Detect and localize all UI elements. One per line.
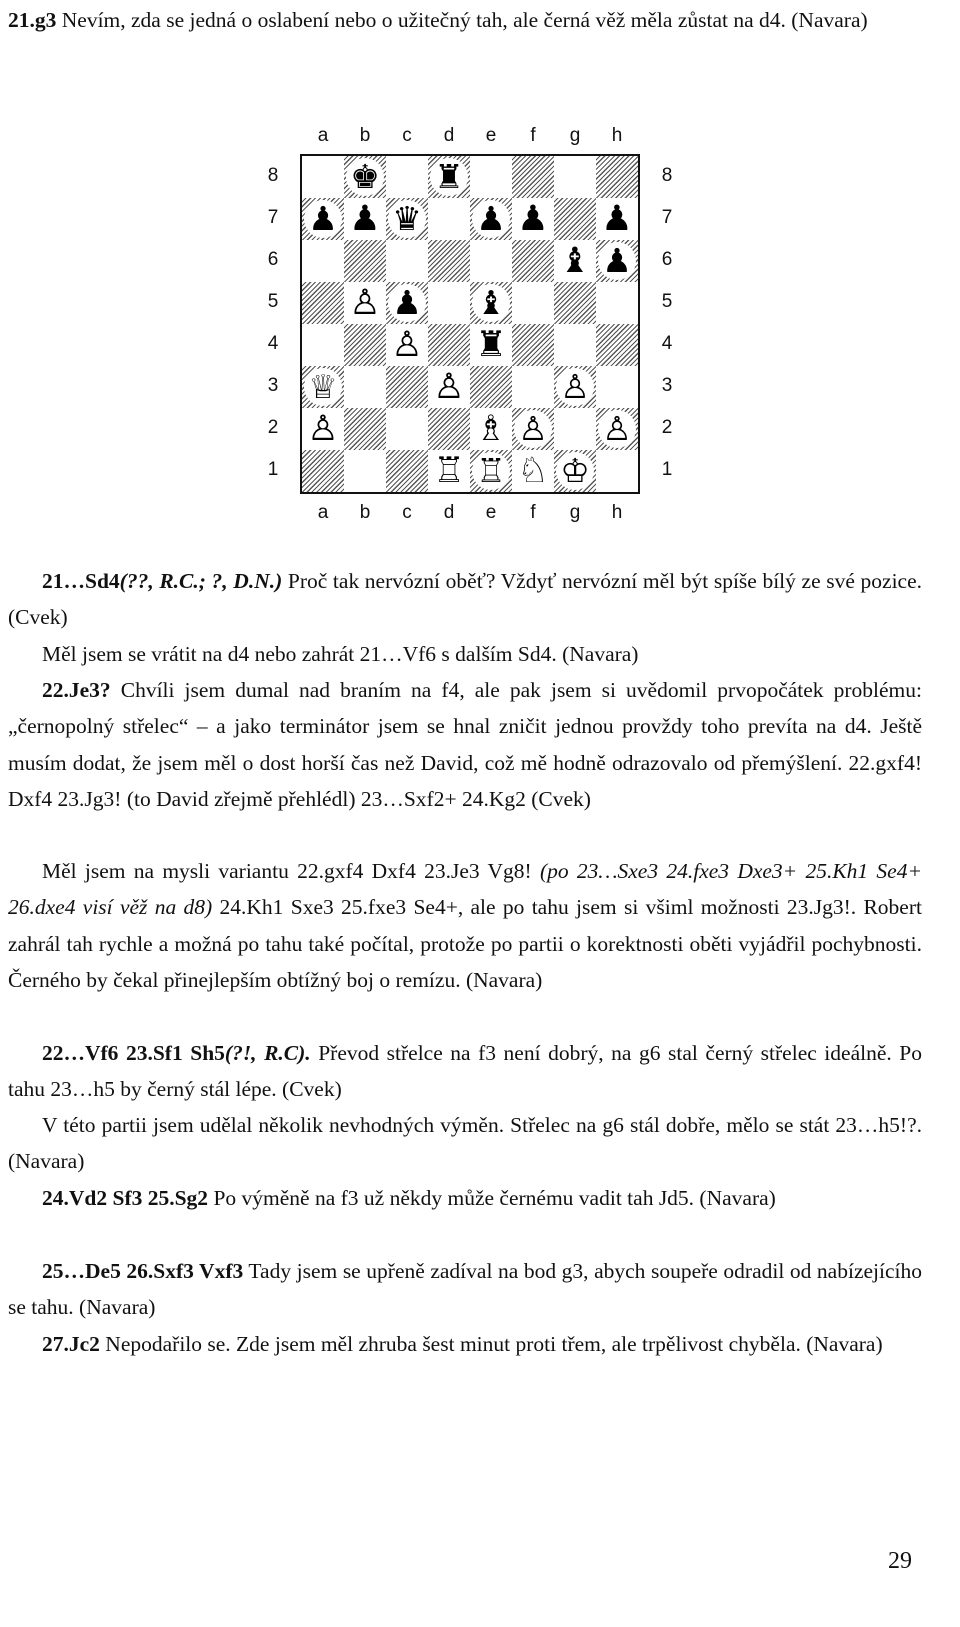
move-text: 21.g3	[8, 8, 57, 32]
comment-text: Měl jsem se vrátit na d4 nebo zahrát 21…Vf6 s dalším Sd4. (Navara)	[42, 642, 639, 666]
paragraph-navara-2	[8, 1107, 922, 1180]
file-label-a-top: a	[317, 125, 329, 146]
chess-piece-b5: ♙	[349, 283, 381, 323]
file-label-d-bottom: d	[443, 502, 455, 523]
chess-piece-h7: ♟	[601, 199, 633, 239]
move-text: 22…Vf6 23.Sf1 Sh5	[42, 1041, 225, 1065]
chess-board	[300, 154, 640, 494]
square-e8	[470, 156, 512, 198]
square-b2	[344, 408, 386, 450]
move-text: 25…De5 26.Sxf3 Vxf3	[42, 1259, 244, 1283]
square-e1	[470, 450, 512, 492]
rank-label-2-left: 2	[267, 417, 279, 438]
square-b7	[344, 198, 386, 240]
square-h6	[596, 240, 638, 282]
chess-piece-f7: ♟	[517, 199, 549, 239]
comment-text: V této partii jsem udělal několik nevhodných výměn. Střelec na g6 stál dobře, mělo se stát 23…h5!?. (Navara)	[8, 1113, 922, 1174]
rank-label-7-left: 7	[267, 207, 279, 228]
file-label-f-top: f	[530, 125, 536, 146]
paragraph-21-sd4	[8, 563, 922, 636]
file-label-e-bottom: e	[485, 502, 497, 523]
square-c5	[386, 282, 428, 324]
square-d1	[428, 450, 470, 492]
comment-text: Chvíli jsem dumal nad braním na f4, ale pak jsem si uvědomil prvopočátek problému: „černopolný střelec“ – a jako terminátor jsem se hnal zničit jednou provždy toho prevíta na d4. Ještě musím dodat, že jsem měl o dost horší čas než David, což mě hodně odrazovalo od přemýšlení. 22.gxf4! Dxf4 23.Jg3! (to David zřejmě přehlédl) 23…Sxf2+ 24.Kg2 (Cvek)	[8, 678, 922, 811]
square-d6	[428, 240, 470, 282]
comment-text: Převod střelce na f3 není dobrý, na g6 stal černý střelec ideálně. Po tahu 23…h5 by černý stál lépe. (Cvek)	[8, 1041, 922, 1102]
square-f7	[512, 198, 554, 240]
chess-piece-e5: ♝	[472, 284, 510, 322]
page-number: 29	[888, 1548, 912, 1574]
comment-text: Nepodařilo se. Zde jsem měl zhruba šest minut proti třem, ale trpělivost chyběla. (Navara)	[99, 1332, 883, 1356]
chess-piece-a3: ♕	[304, 368, 342, 406]
comment-text: Tady jsem se upřeně zadíval na bod g3, abych soupeře odradil od nabízejícího se tahu. (Navara)	[8, 1259, 922, 1320]
paragraph-variant	[8, 853, 922, 998]
square-e7	[470, 198, 512, 240]
square-f5	[512, 282, 554, 324]
rank-label-6-left: 6	[267, 249, 279, 270]
square-a5	[302, 282, 344, 324]
square-c4	[386, 324, 428, 366]
chess-piece-d1: ♖	[433, 451, 465, 491]
chess-piece-b7: ♟	[349, 199, 381, 239]
square-h7	[596, 198, 638, 240]
move-text: 22.Je3?	[42, 678, 111, 702]
chess-piece-d3: ♙	[433, 367, 465, 407]
square-f8	[512, 156, 554, 198]
square-e5	[470, 282, 512, 324]
rank-label-5-right: 5	[661, 291, 673, 312]
square-g2	[554, 408, 596, 450]
rank-label-2-right: 2	[661, 417, 673, 438]
square-d5	[428, 282, 470, 324]
chess-piece-c4: ♙	[391, 325, 423, 365]
chess-piece-b8: ♚	[346, 158, 384, 196]
chess-piece-g3: ♙	[556, 368, 594, 406]
square-c6	[386, 240, 428, 282]
square-b5	[344, 282, 386, 324]
annotation-text: (?!, R.C).	[224, 1041, 311, 1065]
file-label-g-bottom: g	[569, 502, 581, 523]
square-g1	[554, 450, 596, 492]
square-c2	[386, 408, 428, 450]
paragraph-21g3	[8, 2, 922, 38]
chess-piece-d8: ♜	[430, 158, 468, 196]
square-a2	[302, 408, 344, 450]
square-f2	[512, 408, 554, 450]
file-label-h-bottom: h	[611, 502, 623, 523]
square-g6	[554, 240, 596, 282]
square-g4	[554, 324, 596, 366]
file-label-e-top: e	[485, 125, 497, 146]
square-f1	[512, 450, 554, 492]
annotation-text: (??, R.C.; ?, D.N.)	[119, 569, 283, 593]
chess-piece-c5: ♟	[388, 284, 426, 322]
file-label-b-top: b	[359, 125, 371, 146]
square-b8	[344, 156, 386, 198]
chess-piece-g1: ♔	[556, 452, 594, 490]
square-d8	[428, 156, 470, 198]
rank-label-4-right: 4	[661, 333, 673, 354]
square-h3	[596, 366, 638, 408]
square-d3	[428, 366, 470, 408]
rank-label-6-right: 6	[661, 249, 673, 270]
comment-text: 24.Kh1 Sxe3 25.fxe3 Se4+, ale po tahu jsem si všiml možnosti 23.Jg3!. Robert zahrál tah rychle a možná po tahu také počítal, protože po partii o korektnosti oběti vyjádřil pochybnosti. Černého by čekal přinejlepším obtížný boj o remízu. (Navara)	[8, 895, 922, 992]
square-f3	[512, 366, 554, 408]
chess-piece-e2: ♗	[475, 409, 507, 449]
chess-piece-c7: ♛	[388, 200, 426, 238]
file-label-a-bottom: a	[317, 502, 329, 523]
square-c7	[386, 198, 428, 240]
chess-piece-e4: ♜	[475, 325, 507, 365]
rank-label-1-left: 1	[267, 459, 279, 480]
square-e3	[470, 366, 512, 408]
square-d4	[428, 324, 470, 366]
comment-text: Měl jsem na mysli variantu 22.gxf4 Dxf4 23.Je3 Vg8!	[42, 859, 540, 883]
square-b3	[344, 366, 386, 408]
chess-piece-f1: ♘	[517, 451, 549, 491]
file-label-b-bottom: b	[359, 502, 371, 523]
rank-label-8-left: 8	[267, 165, 279, 186]
square-g5	[554, 282, 596, 324]
square-d2	[428, 408, 470, 450]
file-label-d-top: d	[443, 125, 455, 146]
rank-label-1-right: 1	[661, 459, 673, 480]
file-label-c-top: c	[402, 125, 412, 146]
square-e2	[470, 408, 512, 450]
square-f4	[512, 324, 554, 366]
comment-text: Proč tak nervózní oběť? Vždyť nervózní měl být spíše bílý ze své pozice. (Cvek)	[8, 569, 922, 630]
chess-piece-a2: ♙	[307, 409, 339, 449]
square-b4	[344, 324, 386, 366]
rank-label-4-left: 4	[267, 333, 279, 354]
chess-piece-h6: ♟	[598, 242, 636, 280]
square-a4	[302, 324, 344, 366]
square-a6	[302, 240, 344, 282]
square-a7	[302, 198, 344, 240]
square-f6	[512, 240, 554, 282]
paragraph-22je3	[8, 672, 922, 817]
file-label-h-top: h	[611, 125, 623, 146]
square-a3	[302, 366, 344, 408]
square-a8	[302, 156, 344, 198]
paragraph-25-de5	[8, 1253, 922, 1326]
comment-text: Po výměně na f3 už někdy může černému vadit tah Jd5. (Navara)	[208, 1186, 776, 1210]
chess-piece-h2: ♙	[598, 410, 636, 448]
paragraph-22-vf6	[8, 1035, 922, 1108]
square-e6	[470, 240, 512, 282]
paragraph-27jc2	[8, 1326, 922, 1362]
comment-text: Nevím, zda se jedná o oslabení nebo o užitečný tah, ale černá věž měla zůstat na d4. (Navara)	[56, 8, 868, 32]
square-g3	[554, 366, 596, 408]
rank-label-5-left: 5	[267, 291, 279, 312]
square-d7	[428, 198, 470, 240]
square-c3	[386, 366, 428, 408]
rank-label-3-left: 3	[267, 375, 279, 396]
variation-text: (po 23…Sxe3 24.fxe3 Dxe3+ 25.Kh1 Se4+ 26.dxe4 visí věž na d8)	[8, 859, 922, 920]
file-label-c-bottom: c	[402, 502, 412, 523]
rank-label-7-right: 7	[661, 207, 673, 228]
file-label-f-bottom: f	[530, 502, 536, 523]
rank-label-3-right: 3	[661, 375, 673, 396]
chess-piece-f2: ♙	[514, 410, 552, 448]
chess-piece-e1: ♖	[472, 452, 510, 490]
square-h1	[596, 450, 638, 492]
chess-piece-e7: ♟	[472, 200, 510, 238]
square-g8	[554, 156, 596, 198]
move-text: 27.Jc2	[42, 1332, 100, 1356]
square-h5	[596, 282, 638, 324]
file-label-g-top: g	[569, 125, 581, 146]
square-g7	[554, 198, 596, 240]
square-e4	[470, 324, 512, 366]
move-text: 21…Sd4	[42, 569, 120, 593]
square-b6	[344, 240, 386, 282]
move-text: 24.Vd2 Sf3 25.Sg2	[42, 1186, 209, 1210]
square-h2	[596, 408, 638, 450]
chess-diagram	[267, 125, 680, 540]
square-c8	[386, 156, 428, 198]
square-h4	[596, 324, 638, 366]
square-a1	[302, 450, 344, 492]
square-h8	[596, 156, 638, 198]
chess-piece-g6: ♝	[559, 241, 591, 281]
paragraph-24vd2	[8, 1180, 922, 1216]
square-c1	[386, 450, 428, 492]
square-b1	[344, 450, 386, 492]
rank-label-8-right: 8	[661, 165, 673, 186]
paragraph-navara-1	[8, 636, 922, 672]
chess-piece-a7: ♟	[304, 200, 342, 238]
